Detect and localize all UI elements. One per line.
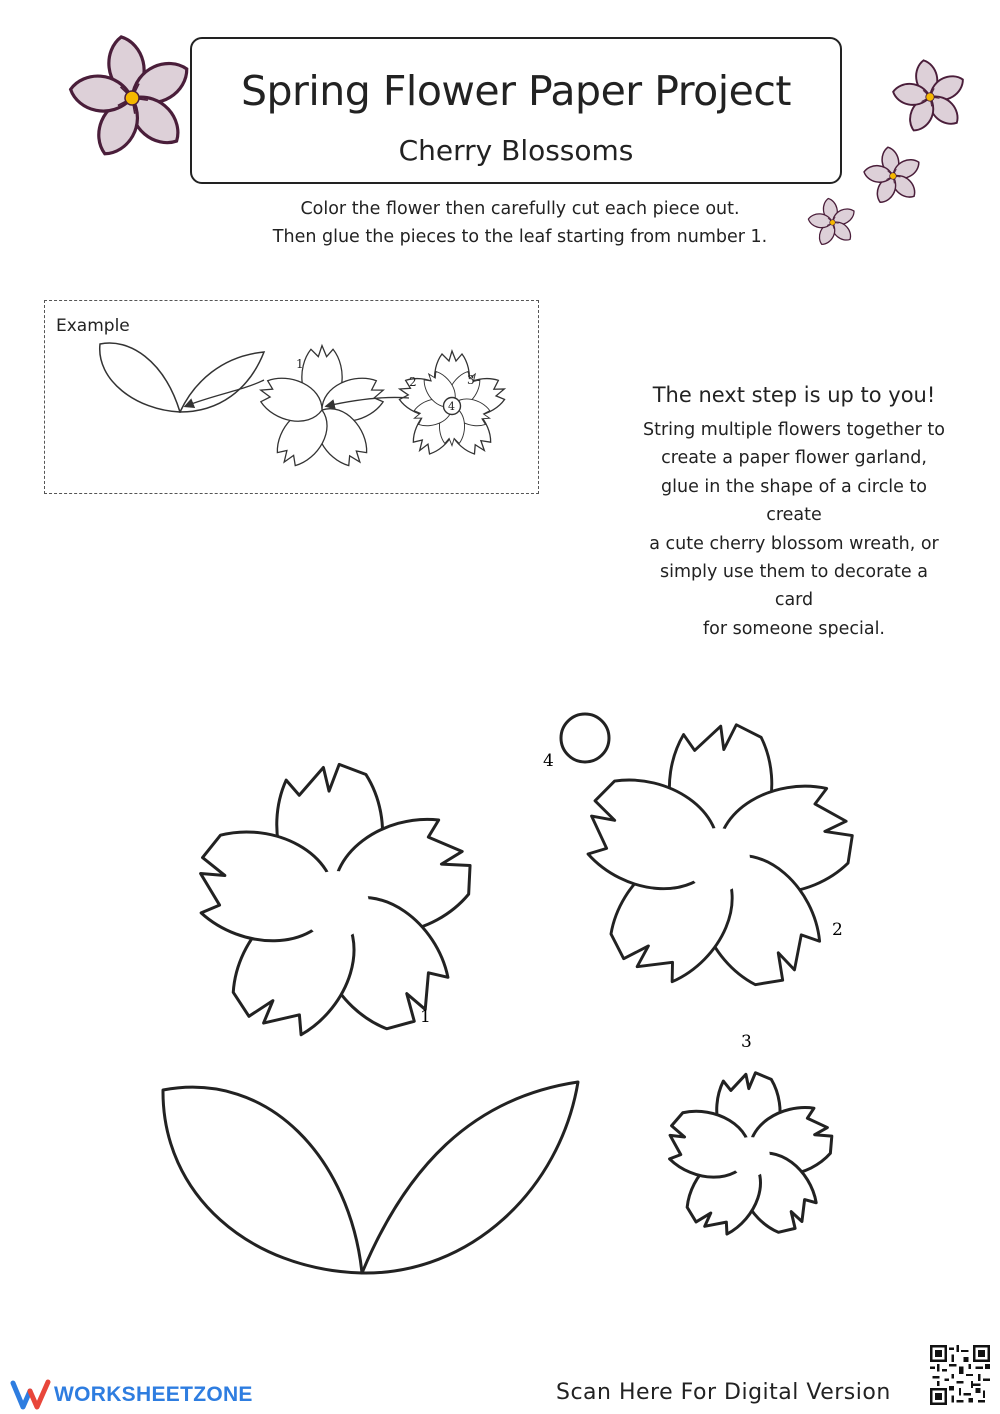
example-label: Example bbox=[56, 316, 130, 336]
example-num-4: 4 bbox=[448, 400, 455, 413]
cutout-pieces bbox=[0, 690, 1000, 1310]
instruction-line-2: Then glue the pieces to the leaf starting from number 1. bbox=[272, 227, 768, 247]
cutout-leaf-left bbox=[163, 1087, 362, 1273]
decor-blossom-right-1-icon bbox=[888, 55, 972, 139]
example-diagram bbox=[44, 300, 539, 494]
next-step-line: glue in the shape of a circle to bbox=[661, 476, 927, 497]
page-title: Spring Flower Paper Project bbox=[241, 67, 791, 115]
qr-code-icon[interactable] bbox=[930, 1345, 990, 1405]
page-subtitle: Cherry Blossoms bbox=[398, 134, 634, 167]
instruction-line-1: Color the flower then carefully cut each piece out. bbox=[300, 199, 740, 219]
next-step-line: create a paper flower garland, bbox=[661, 448, 927, 469]
example-num-2: 2 bbox=[409, 375, 417, 389]
example-num-1: 1 bbox=[296, 357, 304, 371]
decor-blossom-right-2-icon bbox=[860, 143, 926, 209]
piece-num-4: 4 bbox=[543, 751, 554, 771]
scan-instruction: Scan Here For Digital Version bbox=[556, 1380, 891, 1405]
brand-name-part-1: WORKSHEET bbox=[54, 1383, 194, 1406]
piece-num-1: 1 bbox=[420, 1007, 431, 1027]
piece-num-3: 3 bbox=[741, 1032, 752, 1052]
title-box bbox=[190, 37, 842, 184]
decor-blossom-large-icon bbox=[62, 28, 202, 168]
next-step-line: String multiple flowers together to bbox=[643, 420, 945, 440]
worksheetzone-logo-icon bbox=[10, 1379, 54, 1411]
worksheetzone-logo[interactable] bbox=[10, 1377, 253, 1413]
decor-blossom-right-3-icon bbox=[805, 195, 860, 250]
example-leaf-left bbox=[100, 343, 180, 412]
next-step-heading: The next step is up to you! bbox=[652, 383, 936, 407]
cutout-leaf-right bbox=[362, 1082, 578, 1273]
brand-name-part-2: ZONE bbox=[193, 1383, 253, 1406]
example-num-3: 3 bbox=[467, 373, 475, 387]
piece-num-2: 2 bbox=[832, 920, 843, 940]
next-step-line: card bbox=[774, 590, 814, 611]
cutout-circle-4 bbox=[561, 714, 609, 762]
next-step-line: simply use them to decorate a bbox=[660, 562, 928, 583]
next-step-line: a cute cherry blossom wreath, or bbox=[649, 533, 939, 554]
next-step-body bbox=[610, 416, 978, 643]
next-step-line: for someone special. bbox=[702, 618, 885, 639]
next-step-line: create bbox=[766, 505, 822, 526]
